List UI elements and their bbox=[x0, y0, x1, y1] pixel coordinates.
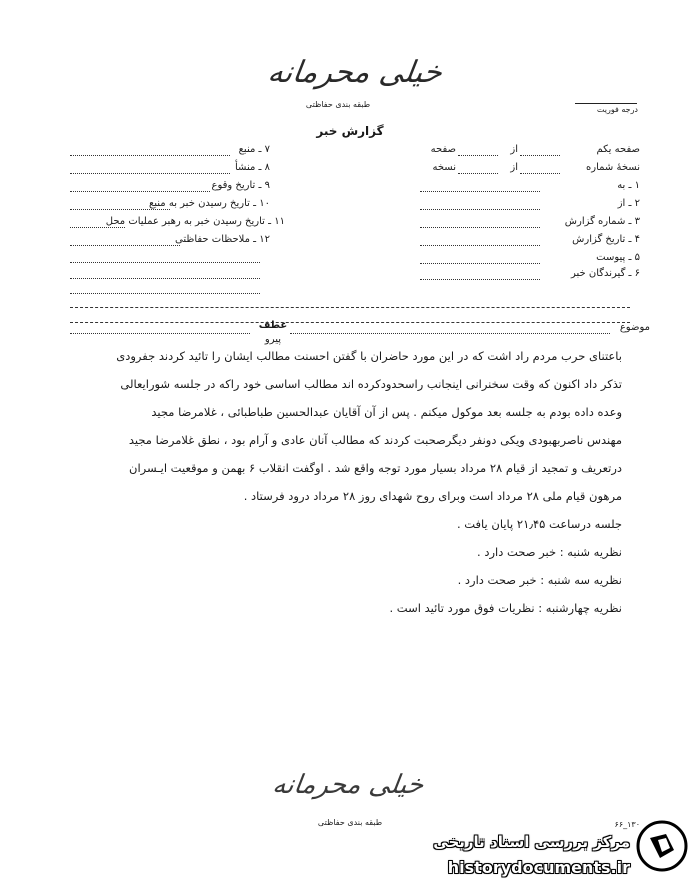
notes-line-1 bbox=[70, 262, 260, 263]
field-security-notes-label: ۱۲ ـ ملاحظات حفاظتی bbox=[175, 234, 270, 245]
copy-of-label: از bbox=[510, 162, 518, 173]
field-source-dots bbox=[70, 155, 230, 156]
subject-label: موضوع bbox=[619, 322, 650, 333]
classification-stamp-top: خیلی محرمانه bbox=[265, 55, 445, 90]
field-recipients-dots bbox=[420, 279, 540, 280]
classification-level-label: طبقه بندی حفاظتی bbox=[305, 100, 371, 109]
archive-logo-icon bbox=[636, 820, 688, 872]
field-attachment-label: ۵ ـ پیوست bbox=[596, 252, 640, 263]
field-arrival-leader-label: ۱۱ ـ تاریخ رسیدن خبر به رهبر عملیات محل bbox=[105, 216, 285, 227]
body-line-5: درتعریف و تمجید از قیام ۲۸ مرداد بسیار مورد توجه واقع شد . اوگفت انقلاب ۶ بهمن و موقعیت ایـسران bbox=[129, 461, 622, 475]
watermark-url: historydocuments.ir bbox=[447, 858, 630, 877]
field-from-dots bbox=[420, 209, 540, 210]
page-of-label: از bbox=[510, 144, 518, 155]
page-unit-label: صفحه bbox=[430, 144, 456, 155]
body-line-6: مرهون قیام ملی ۲۸ مرداد است وبرای روح شهدای روز ۲۸ مرداد درود فرستاد . bbox=[243, 489, 622, 503]
separator-line-1 bbox=[70, 307, 630, 308]
copy-unit-label: نسخه bbox=[432, 162, 456, 173]
field-origin-label: ۸ ـ منشأ bbox=[234, 162, 270, 173]
field-recipients-label: ۶ ـ گیرندگان خبر bbox=[570, 268, 640, 279]
copy-total-dots bbox=[458, 173, 498, 174]
field-arrival-leader-dots bbox=[70, 227, 125, 228]
field-report-number-label: ۳ ـ شماره گزارش bbox=[564, 216, 640, 227]
notes-line-2 bbox=[70, 278, 260, 279]
field-arrival-source-label: ۱۰ ـ تاریخ رسیدن خبر به منبع bbox=[148, 198, 270, 209]
notes-line-3 bbox=[70, 293, 260, 294]
field-occurrence-date-label: ۹ ـ تاریخ وقوع bbox=[211, 180, 270, 191]
classification-stamp-bottom: خیلی محرمانه bbox=[270, 770, 426, 800]
reference-atf-label: عطف bbox=[258, 320, 288, 331]
separator-line-2 bbox=[70, 322, 630, 323]
closing-line-1: جلسه درساعت ۲۱٫۴۵ پایان یافت . bbox=[456, 517, 622, 531]
priority-underline bbox=[575, 103, 637, 104]
body-line-2: تذکر داد اکنون که وقت سخنرانی اینجانب راسحدودکرده اند مطالب اساسی خود راکه در جلسه شورایعالی bbox=[120, 377, 622, 391]
watermark-title: مرکز بررسی اسناد تاریخی bbox=[433, 833, 630, 851]
closing-line-4: نظریه چهارشنبه : نظریات فوق مورد تائید است . bbox=[389, 601, 622, 615]
field-origin-dots bbox=[70, 173, 230, 174]
subject-dots bbox=[290, 333, 610, 334]
reference-peyro-label: پیرو bbox=[264, 334, 282, 345]
form-code: ۶۶_۱۳۰ bbox=[614, 820, 640, 829]
field-occurrence-date-dots bbox=[70, 191, 210, 192]
reference-atf-dots bbox=[70, 333, 250, 334]
closing-line-2: نظریه شنبه : خبر صحت دارد . bbox=[477, 545, 622, 559]
body-line-1: باعتنای حرب مردم راد اشت که در این مورد حاضران با گفتن احسنت مطالب ایشان را تائید کردند جفرودی bbox=[116, 349, 622, 363]
page-number-dots bbox=[520, 155, 560, 156]
field-arrival-source-dots bbox=[70, 209, 170, 210]
report-title: گزارش خبر bbox=[316, 124, 384, 138]
copy-number-label: نسخهٔ شماره bbox=[586, 162, 640, 173]
classification-level-footer: طبقه بندی حفاظتی bbox=[317, 818, 383, 827]
body-line-4: مهندس ناصربهبودی ویکی دونفر دیگرصحبت کردند که مطالب آنان عادی و آرام بود ، نطق غلامرضا مجید bbox=[128, 433, 622, 447]
priority-label: درجه فوریت bbox=[596, 105, 638, 114]
field-report-number-dots bbox=[420, 227, 540, 228]
page-total-dots bbox=[458, 155, 498, 156]
copy-number-dots bbox=[520, 173, 560, 174]
closing-line-3: نظریه سه شنبه : خبر صحت دارد . bbox=[457, 573, 622, 587]
field-attachment-dots bbox=[420, 263, 540, 264]
field-report-date-dots bbox=[420, 245, 540, 246]
body-line-3: وعده داده بودم به جلسه بعد موکول میکنم . پس از آن آقایان عبدالحسین طباطبائی ، غلامرضا مجید bbox=[151, 405, 622, 419]
field-to-dots bbox=[420, 191, 540, 192]
field-security-notes-dots bbox=[70, 245, 180, 246]
page-number-label: صفحه یکم bbox=[596, 144, 640, 155]
field-to-label: ۱ ـ به bbox=[617, 180, 640, 191]
field-report-date-label: ۴ ـ تاریخ گزارش bbox=[572, 234, 640, 245]
field-from-label: ۲ ـ از bbox=[617, 198, 640, 209]
field-source-label: ۷ ـ منبع bbox=[238, 144, 270, 155]
